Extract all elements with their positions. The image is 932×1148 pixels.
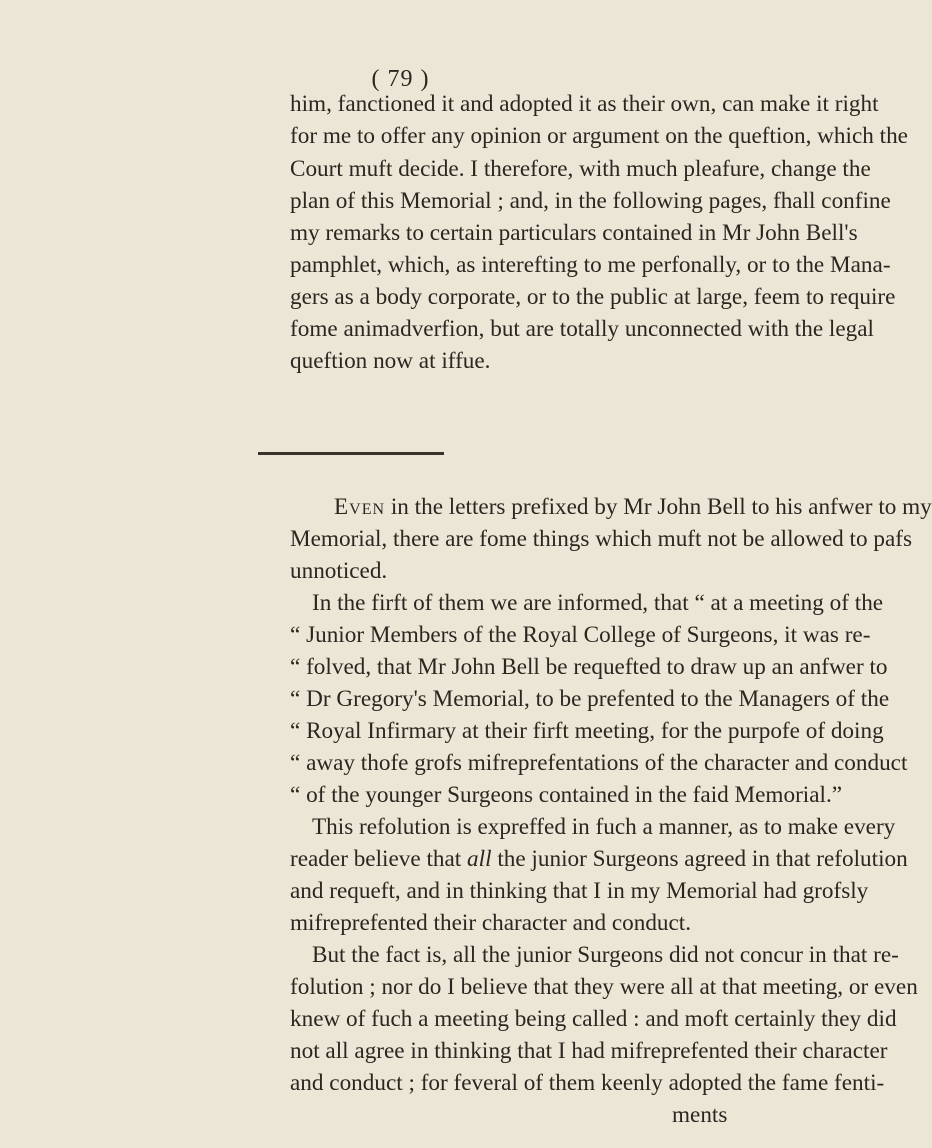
text-line: “ Dr Gregory's Memorial, to be prefented to the Managers of the bbox=[290, 686, 890, 712]
text-line: Memorial, there are fome things which muft not be allowed to pafs bbox=[290, 526, 913, 552]
text-line: But the fact is, all the junior Surgeons did not concur in that re- bbox=[312, 942, 899, 968]
text-line: knew of fuch a meeting being called : and moft certainly they did bbox=[290, 1006, 897, 1032]
text-line: him, fanctioned it and adopted it as their own, can make it right bbox=[290, 91, 879, 117]
text-line: “ Royal Infirmary at their firft meeting, for the purpofe of doing bbox=[290, 718, 884, 744]
text-line: unnoticed. bbox=[290, 558, 388, 584]
text-line: fome animadverfion, but are totally unconnected with the legal bbox=[290, 316, 874, 342]
text-line: gers as a body corporate, or to the public at large, feem to require bbox=[290, 284, 896, 310]
text-line: “ folved, that Mr John Bell be requefted to draw up an anfwer to bbox=[290, 654, 888, 680]
text-line: folution ; nor do I believe that they were all at that meeting, or even bbox=[290, 974, 918, 1000]
text-line: plan of this Memorial ; and, in the following pages, fhall confine bbox=[290, 188, 891, 214]
text-line: queftion now at iffue. bbox=[290, 348, 491, 374]
page-number: ( 79 ) bbox=[371, 66, 430, 92]
text-line bbox=[290, 844, 908, 874]
catchword: ments bbox=[672, 1102, 728, 1128]
text-line: and requeft, and in thinking that I in my Memorial had grofsly bbox=[290, 878, 869, 904]
text-line: This refolution is expreffed in fuch a manner, as to make every bbox=[312, 814, 896, 840]
text-line: “ of the younger Surgeons contained in the faid Memorial.” bbox=[290, 782, 843, 808]
line-rest: the junior Surgeons agreed in that refolution bbox=[491, 846, 908, 872]
text-line: In the firft of them we are informed, that “ at a meeting of the bbox=[312, 590, 884, 616]
line-rest: in the letters prefixed by Mr John Bell to his anfwer to my bbox=[385, 494, 932, 520]
text-line: my remarks to certain particulars contained in Mr John Bell's bbox=[290, 220, 858, 246]
section-divider bbox=[258, 452, 444, 455]
text-line: and conduct ; for feveral of them keenly adopted the fame fenti- bbox=[290, 1070, 885, 1096]
text-line bbox=[334, 492, 932, 522]
text-line: mifreprefented their character and conduct. bbox=[290, 910, 692, 936]
text-line: pamphlet, which, as interefting to me perfonally, or to the Mana- bbox=[290, 252, 891, 278]
text-line: Court muft decide. I therefore, with much pleafure, change the bbox=[290, 156, 871, 182]
text-line: “ Junior Members of the Royal College of Surgeons, it was re- bbox=[290, 622, 871, 648]
opening-word: Even bbox=[334, 494, 386, 520]
text-line: not all agree in thinking that I had mifreprefented their character bbox=[290, 1038, 888, 1064]
text-line: “ away thofe grofs mifreprefentations of the character and conduct bbox=[290, 750, 908, 776]
text-line: for me to offer any opinion or argument on the queftion, which the bbox=[290, 123, 908, 149]
line-start: reader believe that bbox=[290, 846, 468, 872]
emphasis: all bbox=[467, 846, 492, 872]
